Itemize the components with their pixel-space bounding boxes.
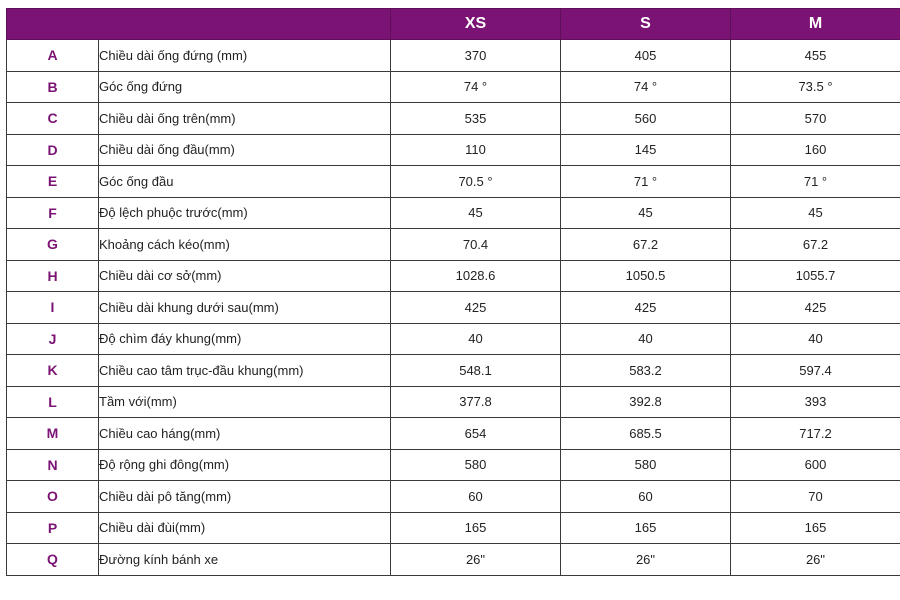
- row-value-xs: 70.4: [391, 229, 561, 261]
- row-label: Chiều dài ống đứng (mm): [99, 40, 391, 72]
- row-value-xs: 165: [391, 512, 561, 544]
- row-value-xs: 580: [391, 449, 561, 481]
- row-code: A: [7, 40, 99, 72]
- table-row: [7, 260, 900, 292]
- row-code: E: [7, 166, 99, 198]
- row-value-m: 1055.7: [731, 260, 900, 292]
- row-value-xs: 45: [391, 197, 561, 229]
- row-value-xs: 654: [391, 418, 561, 450]
- header-size-xs: XS: [391, 9, 561, 40]
- row-value-m: 70: [731, 481, 900, 513]
- row-value-xs: 26": [391, 544, 561, 576]
- table-row: [7, 40, 900, 72]
- row-value-xs: 40: [391, 323, 561, 355]
- row-label: Đường kính bánh xe: [99, 544, 391, 576]
- row-value-m: 455: [731, 40, 900, 72]
- row-code: C: [7, 103, 99, 135]
- row-label: Chiều dài cơ sở(mm): [99, 260, 391, 292]
- row-value-m: 67.2: [731, 229, 900, 261]
- row-code: H: [7, 260, 99, 292]
- row-code: N: [7, 449, 99, 481]
- row-value-xs: 377.8: [391, 386, 561, 418]
- row-value-s: 425: [561, 292, 731, 324]
- table-row: [7, 481, 900, 513]
- row-value-m: 570: [731, 103, 900, 135]
- row-value-s: 74 °: [561, 71, 731, 103]
- row-value-xs: 425: [391, 292, 561, 324]
- row-value-m: 26": [731, 544, 900, 576]
- row-value-s: 580: [561, 449, 731, 481]
- row-label: Khoảng cách kéo(mm): [99, 229, 391, 261]
- row-value-s: 165: [561, 512, 731, 544]
- table-row: [7, 386, 900, 418]
- table-row: [7, 166, 900, 198]
- row-value-s: 45: [561, 197, 731, 229]
- table-row: [7, 103, 900, 135]
- header-size-m: M: [731, 9, 900, 40]
- row-value-xs: 60: [391, 481, 561, 513]
- row-value-s: 26": [561, 544, 731, 576]
- row-code: G: [7, 229, 99, 261]
- table-row: [7, 544, 900, 576]
- table-header: [7, 9, 900, 40]
- row-value-xs: 74 °: [391, 71, 561, 103]
- table-row: [7, 418, 900, 450]
- row-value-s: 685.5: [561, 418, 731, 450]
- row-value-m: 45: [731, 197, 900, 229]
- row-value-s: 71 °: [561, 166, 731, 198]
- row-label: Góc ống đứng: [99, 71, 391, 103]
- row-value-s: 60: [561, 481, 731, 513]
- row-value-m: 40: [731, 323, 900, 355]
- row-code: F: [7, 197, 99, 229]
- row-label: Độ chìm đáy khung(mm): [99, 323, 391, 355]
- row-code: P: [7, 512, 99, 544]
- row-code: L: [7, 386, 99, 418]
- row-label: Chiều dài khung dưới sau(mm): [99, 292, 391, 324]
- row-value-xs: 548.1: [391, 355, 561, 387]
- row-value-s: 67.2: [561, 229, 731, 261]
- row-label: Độ lệch phuộc trước(mm): [99, 197, 391, 229]
- table-body: [7, 40, 900, 576]
- header-row: [7, 9, 900, 40]
- row-value-m: 600: [731, 449, 900, 481]
- table-row: [7, 449, 900, 481]
- row-label: Chiều dài ống đầu(mm): [99, 134, 391, 166]
- row-value-m: 73.5 °: [731, 71, 900, 103]
- row-value-m: 160: [731, 134, 900, 166]
- table-row: [7, 292, 900, 324]
- row-label: Góc ống đầu: [99, 166, 391, 198]
- row-label: Chiều dài pô tăng(mm): [99, 481, 391, 513]
- row-value-m: 393: [731, 386, 900, 418]
- row-code: Q: [7, 544, 99, 576]
- row-value-m: 425: [731, 292, 900, 324]
- row-code: I: [7, 292, 99, 324]
- row-value-s: 583.2: [561, 355, 731, 387]
- row-value-xs: 370: [391, 40, 561, 72]
- row-value-s: 1050.5: [561, 260, 731, 292]
- row-label: Chiều dài đùi(mm): [99, 512, 391, 544]
- geometry-table: [6, 8, 900, 576]
- row-value-m: 71 °: [731, 166, 900, 198]
- header-blank-cell: [7, 9, 391, 40]
- row-label: Chiều cao tâm trục-đầu khung(mm): [99, 355, 391, 387]
- row-label: Chiều dài ống trên(mm): [99, 103, 391, 135]
- table-row: [7, 134, 900, 166]
- row-value-xs: 1028.6: [391, 260, 561, 292]
- table-row: [7, 197, 900, 229]
- table-row: [7, 512, 900, 544]
- row-value-s: 145: [561, 134, 731, 166]
- row-code: J: [7, 323, 99, 355]
- row-value-s: 392.8: [561, 386, 731, 418]
- row-value-xs: 110: [391, 134, 561, 166]
- row-value-m: 597.4: [731, 355, 900, 387]
- row-value-m: 717.2: [731, 418, 900, 450]
- row-value-xs: 535: [391, 103, 561, 135]
- header-size-s: S: [561, 9, 731, 40]
- row-value-s: 405: [561, 40, 731, 72]
- table-row: [7, 71, 900, 103]
- row-value-s: 40: [561, 323, 731, 355]
- row-label: Chiều cao háng(mm): [99, 418, 391, 450]
- row-code: M: [7, 418, 99, 450]
- row-label: Độ rộng ghi đông(mm): [99, 449, 391, 481]
- row-code: K: [7, 355, 99, 387]
- row-label: Tầm với(mm): [99, 386, 391, 418]
- row-code: D: [7, 134, 99, 166]
- table-row: [7, 323, 900, 355]
- row-value-m: 165: [731, 512, 900, 544]
- row-code: O: [7, 481, 99, 513]
- row-value-xs: 70.5 °: [391, 166, 561, 198]
- row-code: B: [7, 71, 99, 103]
- table-row: [7, 229, 900, 261]
- row-value-s: 560: [561, 103, 731, 135]
- table-row: [7, 355, 900, 387]
